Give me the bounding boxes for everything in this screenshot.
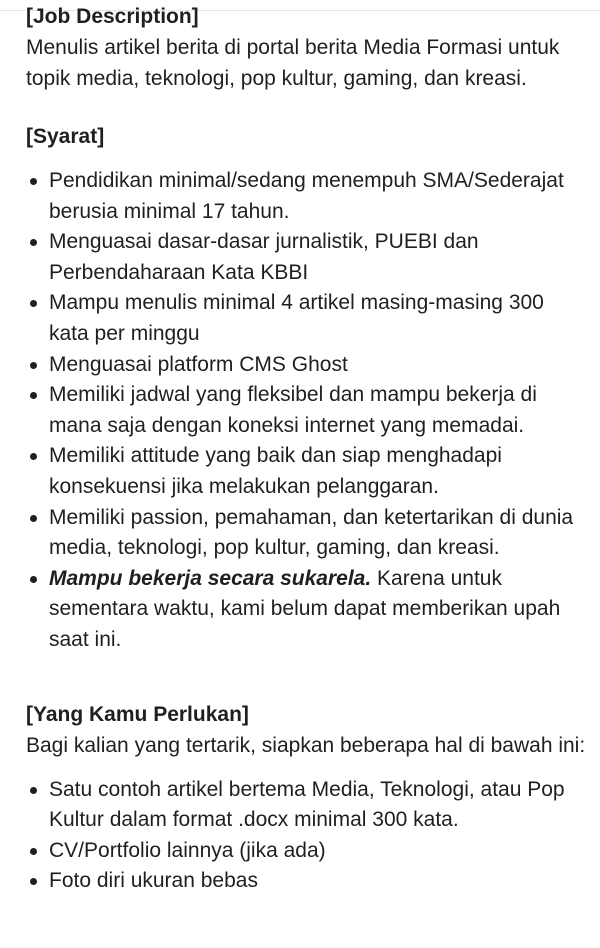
list-item-text: Foto diri ukuran bebas (49, 869, 258, 893)
bullet-icon (30, 178, 37, 185)
list-item-text: Pendidikan minimal/sedang menempuh SMA/Sederajat berusia minimal 17 tahun. (49, 169, 564, 223)
requirements-list (26, 775, 586, 897)
bullet-icon (30, 515, 37, 522)
list-item (26, 227, 586, 288)
list-item (26, 836, 586, 867)
list-item-text: CV/Portfolio lainnya (jika ada) (49, 838, 326, 862)
yang-kamu-perlukan-heading: [Yang Kamu Perlukan] (26, 702, 249, 726)
syarat-section (26, 122, 586, 656)
bullet-icon (30, 453, 37, 460)
list-item (26, 380, 586, 441)
bullet-icon (30, 787, 37, 794)
syarat-list (26, 166, 586, 656)
list-item (26, 166, 586, 227)
list-item (26, 866, 586, 897)
list-item (26, 775, 586, 836)
bullet-icon (30, 239, 37, 246)
list-item-text: Menguasai dasar-dasar jurnalistik, PUEBI dan Perbendaharaan Kata KBBI (49, 230, 479, 284)
bullet-icon (30, 878, 37, 885)
list-item-text: Satu contoh artikel bertema Media, Teknologi, atau Pop Kultur dalam format .docx minimal 300 kata. (49, 777, 565, 832)
job-description-heading: [Job Description] (26, 5, 199, 28)
bullet-icon (30, 362, 37, 369)
list-item (26, 350, 586, 381)
bullet-icon (30, 300, 37, 307)
bullet-icon (30, 848, 37, 855)
job-post-content (26, 2, 586, 897)
syarat-heading: [Syarat] (26, 125, 105, 148)
viewport-bottom-edge (0, 938, 600, 948)
yang-kamu-perlukan-intro: Bagi kalian yang tertarik, siapkan beberapa hal di bawah ini: (26, 733, 586, 757)
bullet-icon (30, 576, 37, 583)
list-item-text: Memiliki jadwal yang fleksibel dan mampu bekerja di mana saja dengan koneksi internet yang memadai. (49, 383, 537, 437)
list-item-text: Menguasai platform CMS Ghost (49, 352, 348, 376)
list-item (26, 441, 586, 502)
job-description-section (26, 2, 586, 94)
list-item (26, 288, 586, 349)
volunteer-emphasis: Mampu bekerja secara sukarela. (49, 566, 372, 590)
list-item-text: Memiliki attitude yang baik dan siap menghadapi konsekuensi jika melakukan pelanggaran. (49, 444, 502, 498)
yang-kamu-perlukan-section (26, 700, 586, 897)
list-item-text: Mampu menulis minimal 4 artikel masing-masing 300 kata per minggu (49, 291, 544, 345)
list-item-text: Memiliki passion, pemahaman, dan ketertarikan di dunia media, teknologi, pop kultur, gaming, dan kreasi. (49, 505, 574, 560)
job-description-text: Menulis artikel berita di portal berita Media Formasi untuk topik media, teknologi, pop kultur, gaming, dan kreasi. (26, 36, 560, 90)
list-item (26, 503, 586, 564)
bullet-icon (30, 392, 37, 399)
list-item (26, 564, 586, 656)
list-item-text: Karena untuk sementara waktu, kami belum dapat memberikan upah saat ini. (49, 566, 561, 651)
